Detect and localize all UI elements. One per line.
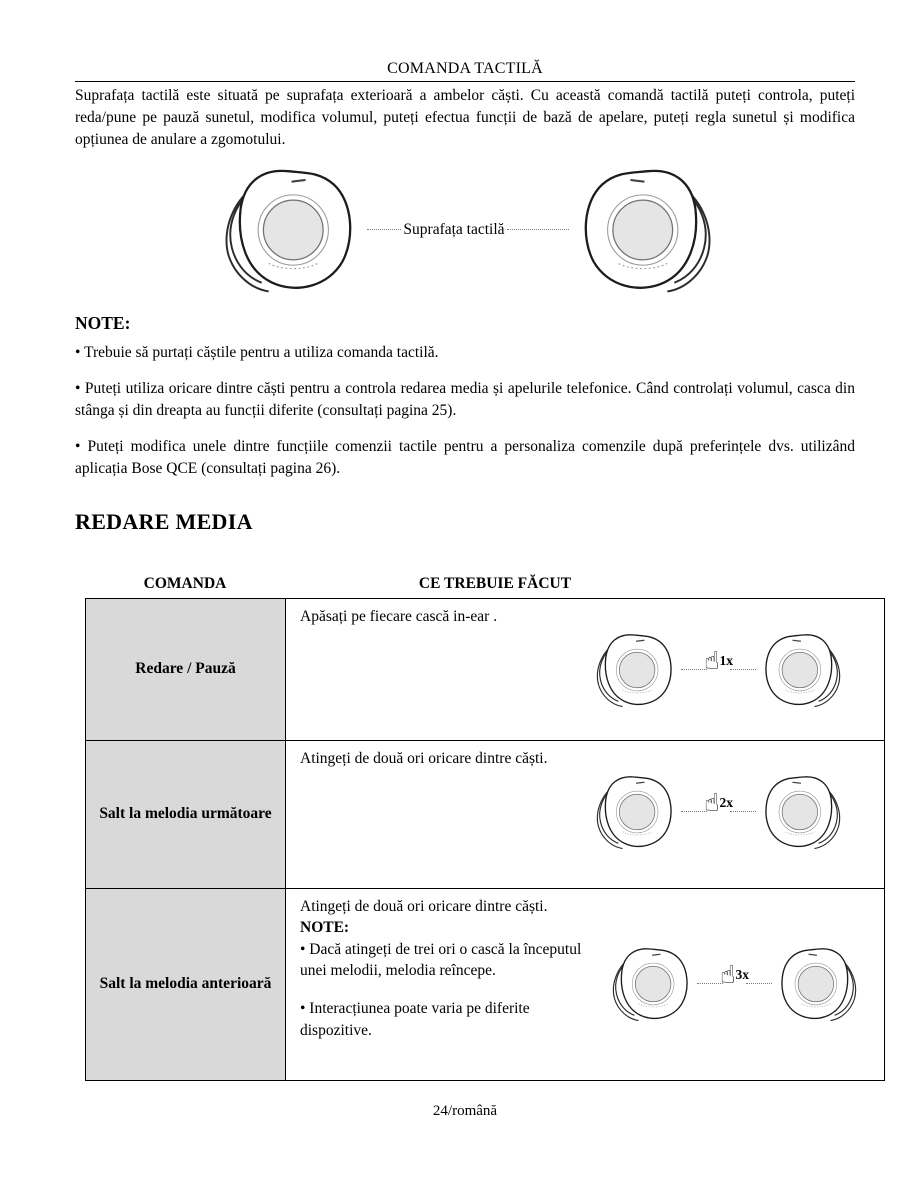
left-earbud-illustration — [209, 159, 367, 301]
tap-gesture — [704, 788, 733, 818]
table-row — [86, 740, 884, 888]
tap-hand-icon: ☝ — [704, 788, 720, 818]
right-earbud-illustration — [569, 159, 727, 301]
left-earbud-icon — [587, 770, 681, 854]
tap-count-label: 3x — [735, 967, 749, 983]
note-item: • Puteți modifica unele dintre funcțiile comenzii tactile pentru a personaliza comenzile după preferințele dvs. utilizând aplicația Bose QCE (consultați pagina 26). — [75, 437, 855, 477]
tap-count-label: 2x — [719, 795, 733, 811]
action-cell — [286, 889, 884, 1080]
dotted-leader-line — [367, 229, 401, 230]
note-item: • Trebuie să purtați căștile pentru a utiliza comanda tactilă. — [75, 343, 439, 361]
action-cell — [286, 741, 884, 888]
action-description: Atingeți de două ori oricare dintre căști. — [300, 897, 548, 915]
right-earbud-icon — [756, 628, 850, 712]
intro-paragraph: Suprafața tactilă este situată pe suprafața exterioară a ambelor căști. Cu această comandă tactilă puteți controla, puteți reda/pune pe pauză sunetul, modifica volumul, puteți efectua funcții de bază de apelare, puteți regla sunetul și modifica opțiunea de anulare a zgomotului. — [75, 86, 855, 148]
left-earbud-icon — [587, 628, 681, 712]
command-cell: Salt la melodia următoare — [86, 741, 286, 888]
table-row — [86, 599, 884, 740]
action-cell — [286, 599, 884, 740]
row-note-heading: NOTE: — [300, 919, 350, 937]
tap-illustration — [603, 942, 870, 1026]
tap-gesture — [720, 960, 749, 990]
tap-hand-icon: ☝ — [720, 960, 736, 990]
section-heading: REDARE MEDIA — [75, 508, 253, 534]
action-description: Apăsați pe fiecare cască in-ear . — [300, 607, 498, 625]
page-title: COMANDA TACTILĂ — [75, 58, 855, 82]
dotted-leader-line — [746, 983, 772, 984]
page-number: 24/română — [432, 1102, 498, 1119]
table-headers — [85, 573, 855, 595]
right-earbud-icon — [772, 942, 866, 1026]
note-item: • Puteți utiliza oricare dintre căști pentru a controla redarea media și apelurile telefonice. Când controlați volumul, casca din stânga și din dreapta au funcții diferite (consultați pagina 25). — [75, 379, 855, 419]
table-row — [86, 888, 884, 1080]
tap-illustration — [587, 628, 850, 712]
command-cell: Salt la melodia anterioară — [86, 889, 286, 1080]
tap-count-label: 1x — [719, 653, 733, 669]
notes-heading: NOTE: — [75, 312, 131, 333]
dotted-leader-line — [507, 229, 569, 230]
dotted-leader-line — [730, 811, 756, 812]
right-earbud-icon — [756, 770, 850, 854]
tap-gesture — [704, 646, 733, 676]
command-cell: Redare / Pauză — [86, 599, 286, 740]
action-text-block — [300, 896, 602, 1072]
row-note-item: • Interacțiunea poate varia pe diferite dispozitive. — [300, 1000, 530, 1039]
touch-surface-label: Suprafața tactilă — [403, 220, 505, 238]
dotted-leader-line — [730, 669, 756, 670]
column-header-action: CE TREBUIE FĂCUT — [418, 574, 572, 592]
media-controls-table — [85, 598, 885, 1081]
left-earbud-icon — [603, 942, 697, 1026]
column-header-command: COMANDA — [143, 574, 227, 592]
earbuds-diagram — [81, 159, 855, 301]
tap-hand-icon: ☝ — [704, 646, 720, 676]
tap-illustration — [587, 770, 850, 854]
row-note-item: • Dacă atingeți de trei ori o cască la începutul unei melodii, melodia reîncepe. — [300, 940, 582, 979]
action-description: Atingeți de două ori oricare dintre căști. — [300, 749, 548, 767]
